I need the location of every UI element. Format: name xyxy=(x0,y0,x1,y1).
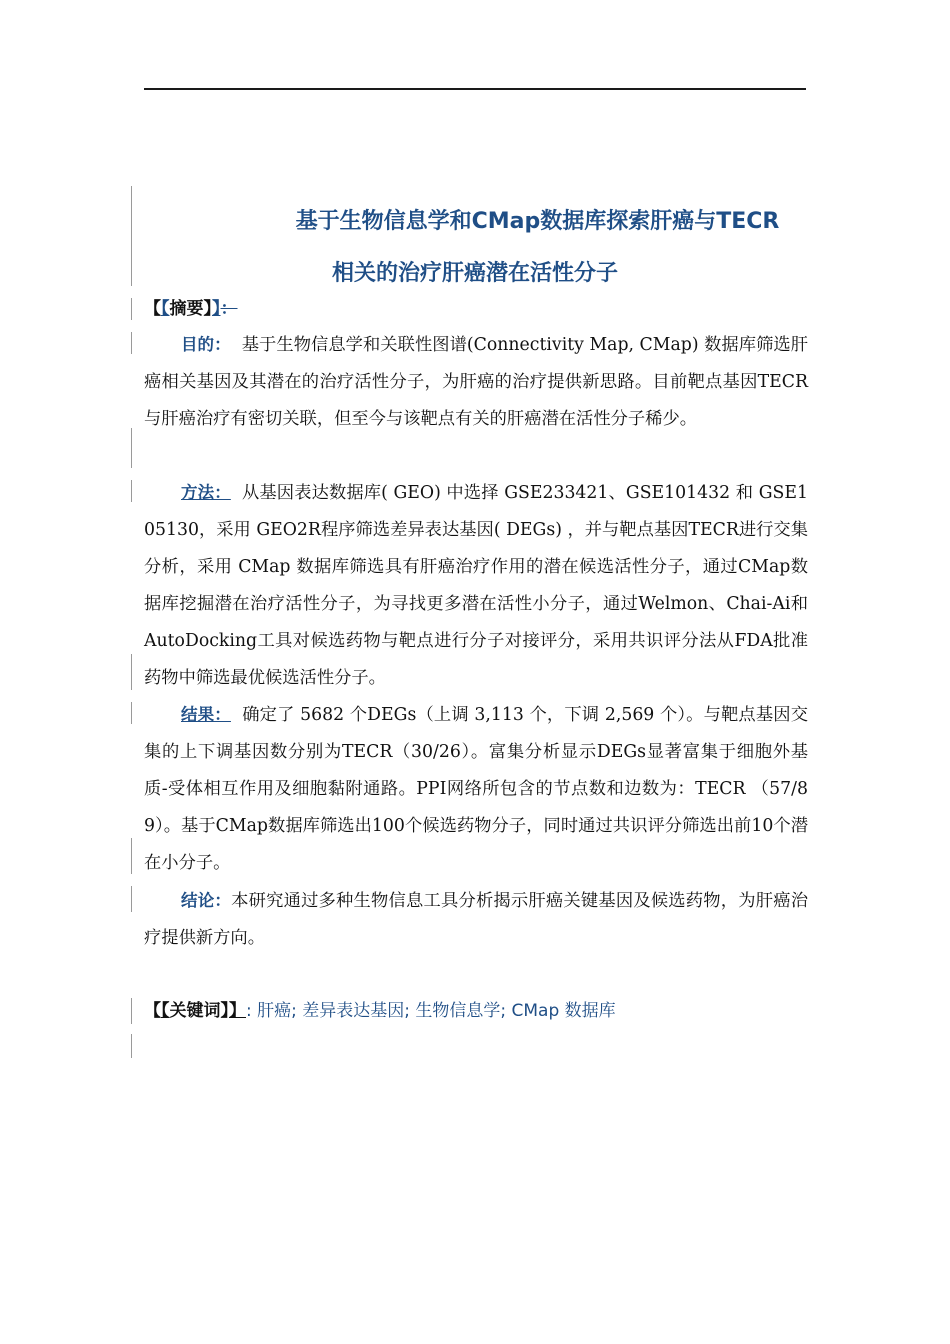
change-bar xyxy=(131,1034,132,1058)
change-bar xyxy=(131,838,132,874)
change-bar xyxy=(131,428,132,468)
change-bar xyxy=(131,298,132,320)
section-label: 方法： xyxy=(181,483,231,502)
abstract-heading-text: 摘要】 xyxy=(169,299,212,319)
change-bar xyxy=(131,480,132,502)
bracket-open: 【 xyxy=(144,1001,161,1021)
section-text: 基于生物信息学和关联性图谱(Connectivity Map, CMap) 数据库筛选肝癌相关基因及其潜在的治疗活性分子，为肝癌的治疗提供新思路。目前靶点基因TECR与肝癌治疗有密切关联，但至今与该靶点有关的肝癌潜在活性分子稀少。 xyxy=(144,335,809,429)
inserted-bracket: 【 xyxy=(161,299,170,319)
change-bar xyxy=(131,186,132,286)
change-bar xyxy=(131,702,132,724)
bracket-open: 【 xyxy=(144,299,161,319)
section-results xyxy=(144,696,808,882)
title-line-2: 相关的治疗肝癌潜在活性分子 xyxy=(331,261,618,286)
change-bar xyxy=(131,998,132,1024)
section-text: 从基因表达数据库( GEO) 中选择 GSE233421、GSE101432 和 GSE105130，采用 GEO2R程序筛选差异表达基因( DEGs) ，并与靶点基因TECR进行交集分析，采用 CMap 数据库筛选具有肝癌治疗作用的潜在候选活性分子，通过CMap数据库挖掘潜在治疗活性分子，为寻找更多潜在活性小分子，通过Welmon、Chai-Ai和AutoDocking工具对候选药物与靶点进行分子对接评分，采用共识评分法从FDA批准药物中筛选最优候选活性分子。 xyxy=(144,483,808,688)
change-bar xyxy=(131,332,132,354)
inserted-bracket: 【 xyxy=(161,1001,170,1021)
change-bar xyxy=(131,654,132,690)
section-objective xyxy=(144,326,808,438)
header-rule xyxy=(144,88,806,90)
deleted-colon: ： xyxy=(220,299,238,319)
keywords-text: : 肝癌; 差异表达基因; 生物信息学; CMap 数据库 xyxy=(246,1001,616,1021)
inserted-bracket: 】 xyxy=(229,1001,246,1021)
section-label: 结果： xyxy=(181,705,231,724)
keywords-line xyxy=(144,998,616,1024)
document-title xyxy=(144,196,806,300)
change-bar xyxy=(131,886,132,912)
section-text: 本研究通过多种生物信息工具分析揭示肝癌关键基因及候选药物，为肝癌治疗提供新方向。 xyxy=(144,891,808,948)
keywords-heading: 关键词】 xyxy=(169,1001,229,1021)
section-methods xyxy=(144,474,808,697)
title-line-1: 基于生物信息学和CMap数据库探索肝癌与TECR xyxy=(295,209,780,234)
section-label: 目的： xyxy=(181,335,231,354)
abstract-heading xyxy=(144,296,238,322)
section-text: 确定了 5682 个DEGs（上调 3,113 个，下调 2,569 个）。与靶点基因交集的上下调基因数分别为TECR（30/26）。富集分析显示DEGs显著富集于细胞外基质-受体相互作用及细胞黏附通路。PPI网络所包含的节点数和边数为：TECR （57/89）。基于CMap数据库筛选出100个候选药物分子，同时通过共识评分筛选出前10个潜在小分子。 xyxy=(144,705,808,873)
section-label: 结论： xyxy=(181,891,232,910)
section-conclusion xyxy=(144,882,808,957)
inserted-bracket: 】 xyxy=(212,299,221,319)
